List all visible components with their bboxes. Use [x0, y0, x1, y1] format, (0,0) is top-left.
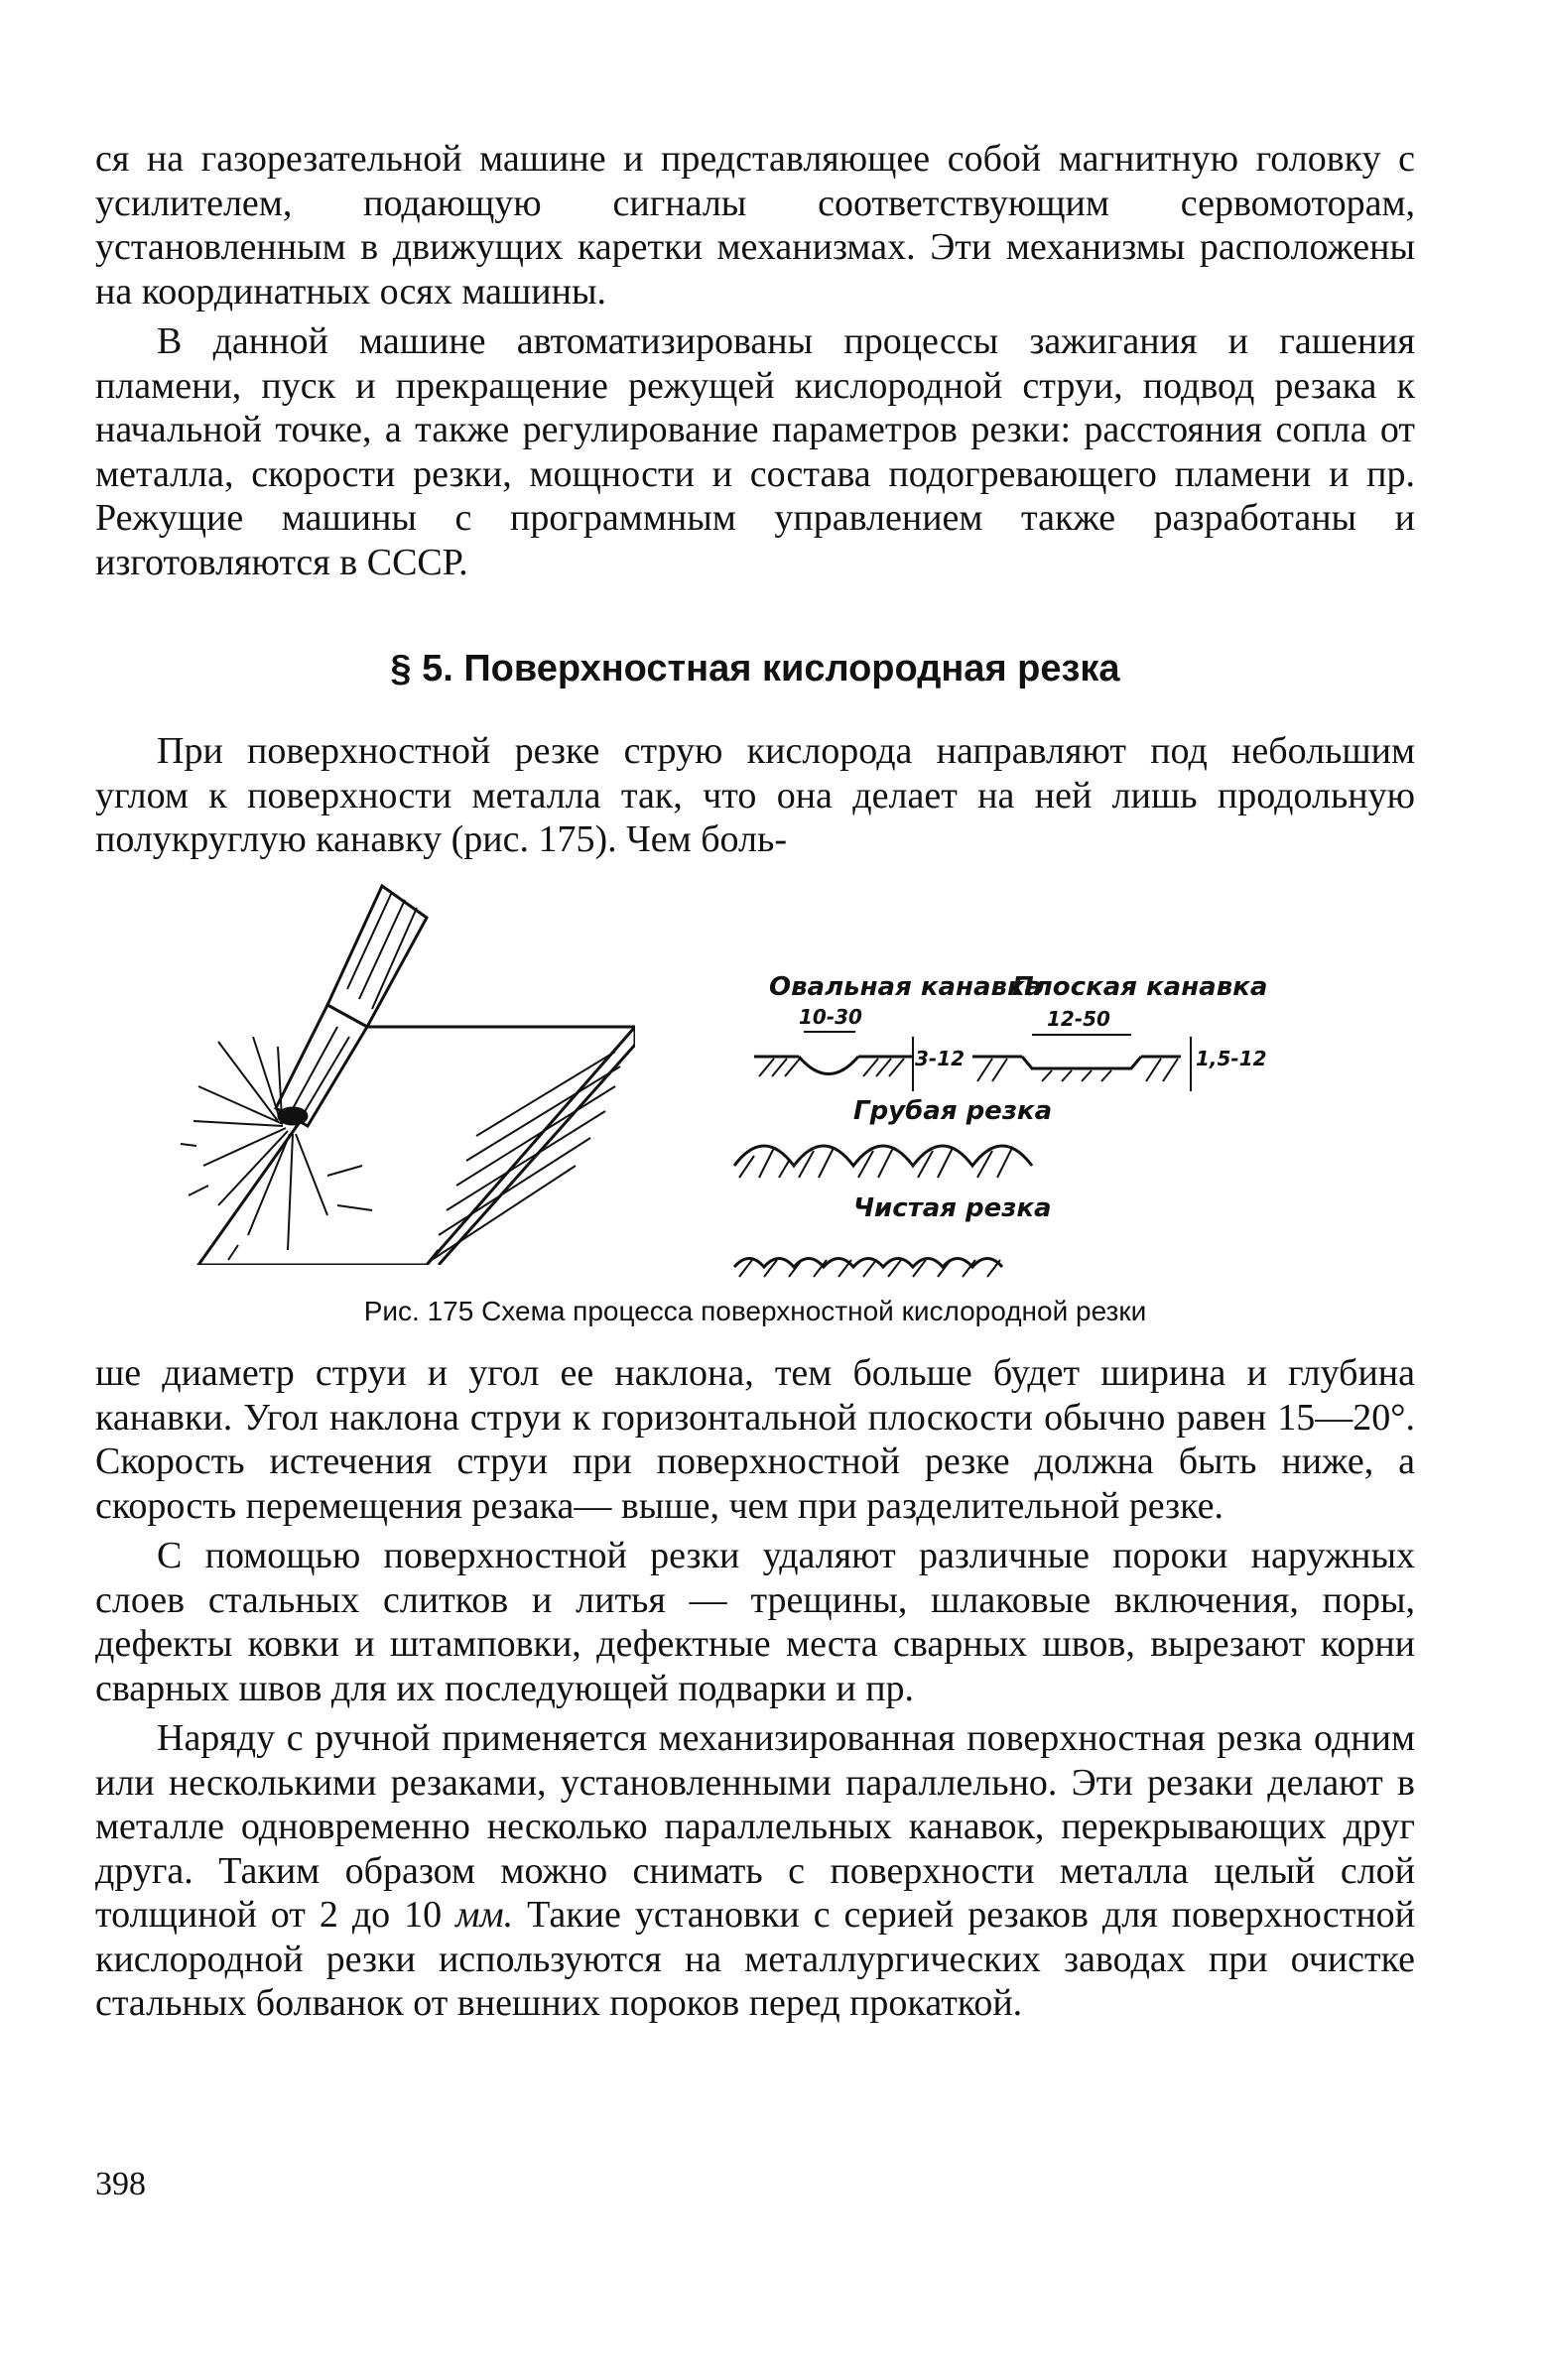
unit-text: мм.	[455, 1894, 514, 1936]
paragraph-continuation: ся на газорезательной машине и представляющее собой магнитную головку с усилителем, подающую сигналы соответствующим сервомоторам, установленным в движущих каретки механизмах. Эти механизмы расположены на координатных осях машины.	[95, 138, 1415, 313]
page-number: 398	[95, 2166, 146, 2202]
text-block-bottom	[95, 1351, 1415, 2026]
figure-caption: Рис. 175 Схема процесса поверхностной кислородной резки	[363, 1296, 1147, 1326]
metal-plate	[198, 1027, 635, 1265]
rough-cut-profile	[734, 1146, 1032, 1166]
oval-groove-section	[754, 1032, 913, 1074]
dim-oval-width: 10-30	[799, 1005, 862, 1029]
paragraph	[95, 1716, 1415, 2026]
paragraph: При поверхностной резке струю кислорода направляют под небольшим углом к поверхности металла так, что она делает на ней лишь продольную полукруглую канавку (рис. 175). Чем боль-	[95, 730, 1415, 860]
label-rough-cut: Грубая резка	[853, 1096, 1053, 1126]
text-block-mid	[95, 729, 1415, 862]
section-heading: § 5. Поверхностная кислородная резка	[390, 648, 1120, 689]
dim-flat-width: 12-50	[1047, 1007, 1110, 1031]
text-block-top	[95, 137, 1415, 584]
paragraph: В данной машине автоматизированы процессы зажигания и гашения пламени, пуск и прекращение режущей кислородной струи, подвод резака к начальной точке, а также регулирование параметров резки: расстояния сопла от металла, скорости резки, мощности и состава подогревающего пламени и пр. Режущие машины с программным управлением также разработаны и изготовляются в СССР.	[95, 320, 1415, 583]
paragraph: С помощью поверхностной резки удаляют различные пороки наружных слоев стальных слитков и литья — трещины, шлаковые включения, поры, дефекты ковки и штамповки, дефектные места сварных швов, вырезают корни сварных швов для их последующей подварки и пр.	[95, 1535, 1415, 1709]
label-clean-cut: Чистая резка	[853, 1193, 1052, 1223]
paragraph-text: Наряду с ручной применяется механизированная поверхностная резка одним или несколькими резаками, установленными параллельно. Эти резаки делают в металле одновременно несколько параллельных канавок, перекрывающих друг друга. Таким образом можно снимать с поверхности металла целый слой толщиной от 2 до 10	[95, 1717, 1415, 1936]
label-oval-groove: Овальная канавка	[769, 972, 1043, 1002]
figure-175	[179, 878, 1369, 1265]
dim-oval-depth: 3-12	[915, 1047, 966, 1070]
paragraph-text: Такие установки с серией резаков для поверхностной кислородной резки используются на металлургических заводах при очистке стальных болванок от внешних пороков перед прокаткой.	[95, 1894, 1415, 2024]
paragraph-continuation: ше диаметр струи и угол ее наклона, тем больше будет ширина и глубина канавки. Угол наклона струи к горизонтальной плоскости обычно равен 15—20°. Скорость истечения струи при поверхностной резке должна быть ниже, а скорость перемещения резака— выше, чем при разделительной резке.	[95, 1352, 1415, 1527]
torch-illustration	[179, 878, 635, 1265]
label-flat-groove: Плоская канавка	[1012, 972, 1268, 1002]
dim-flat-depth: 1,5-12	[1196, 1047, 1267, 1070]
clean-cut-hatching	[739, 1260, 1000, 1277]
